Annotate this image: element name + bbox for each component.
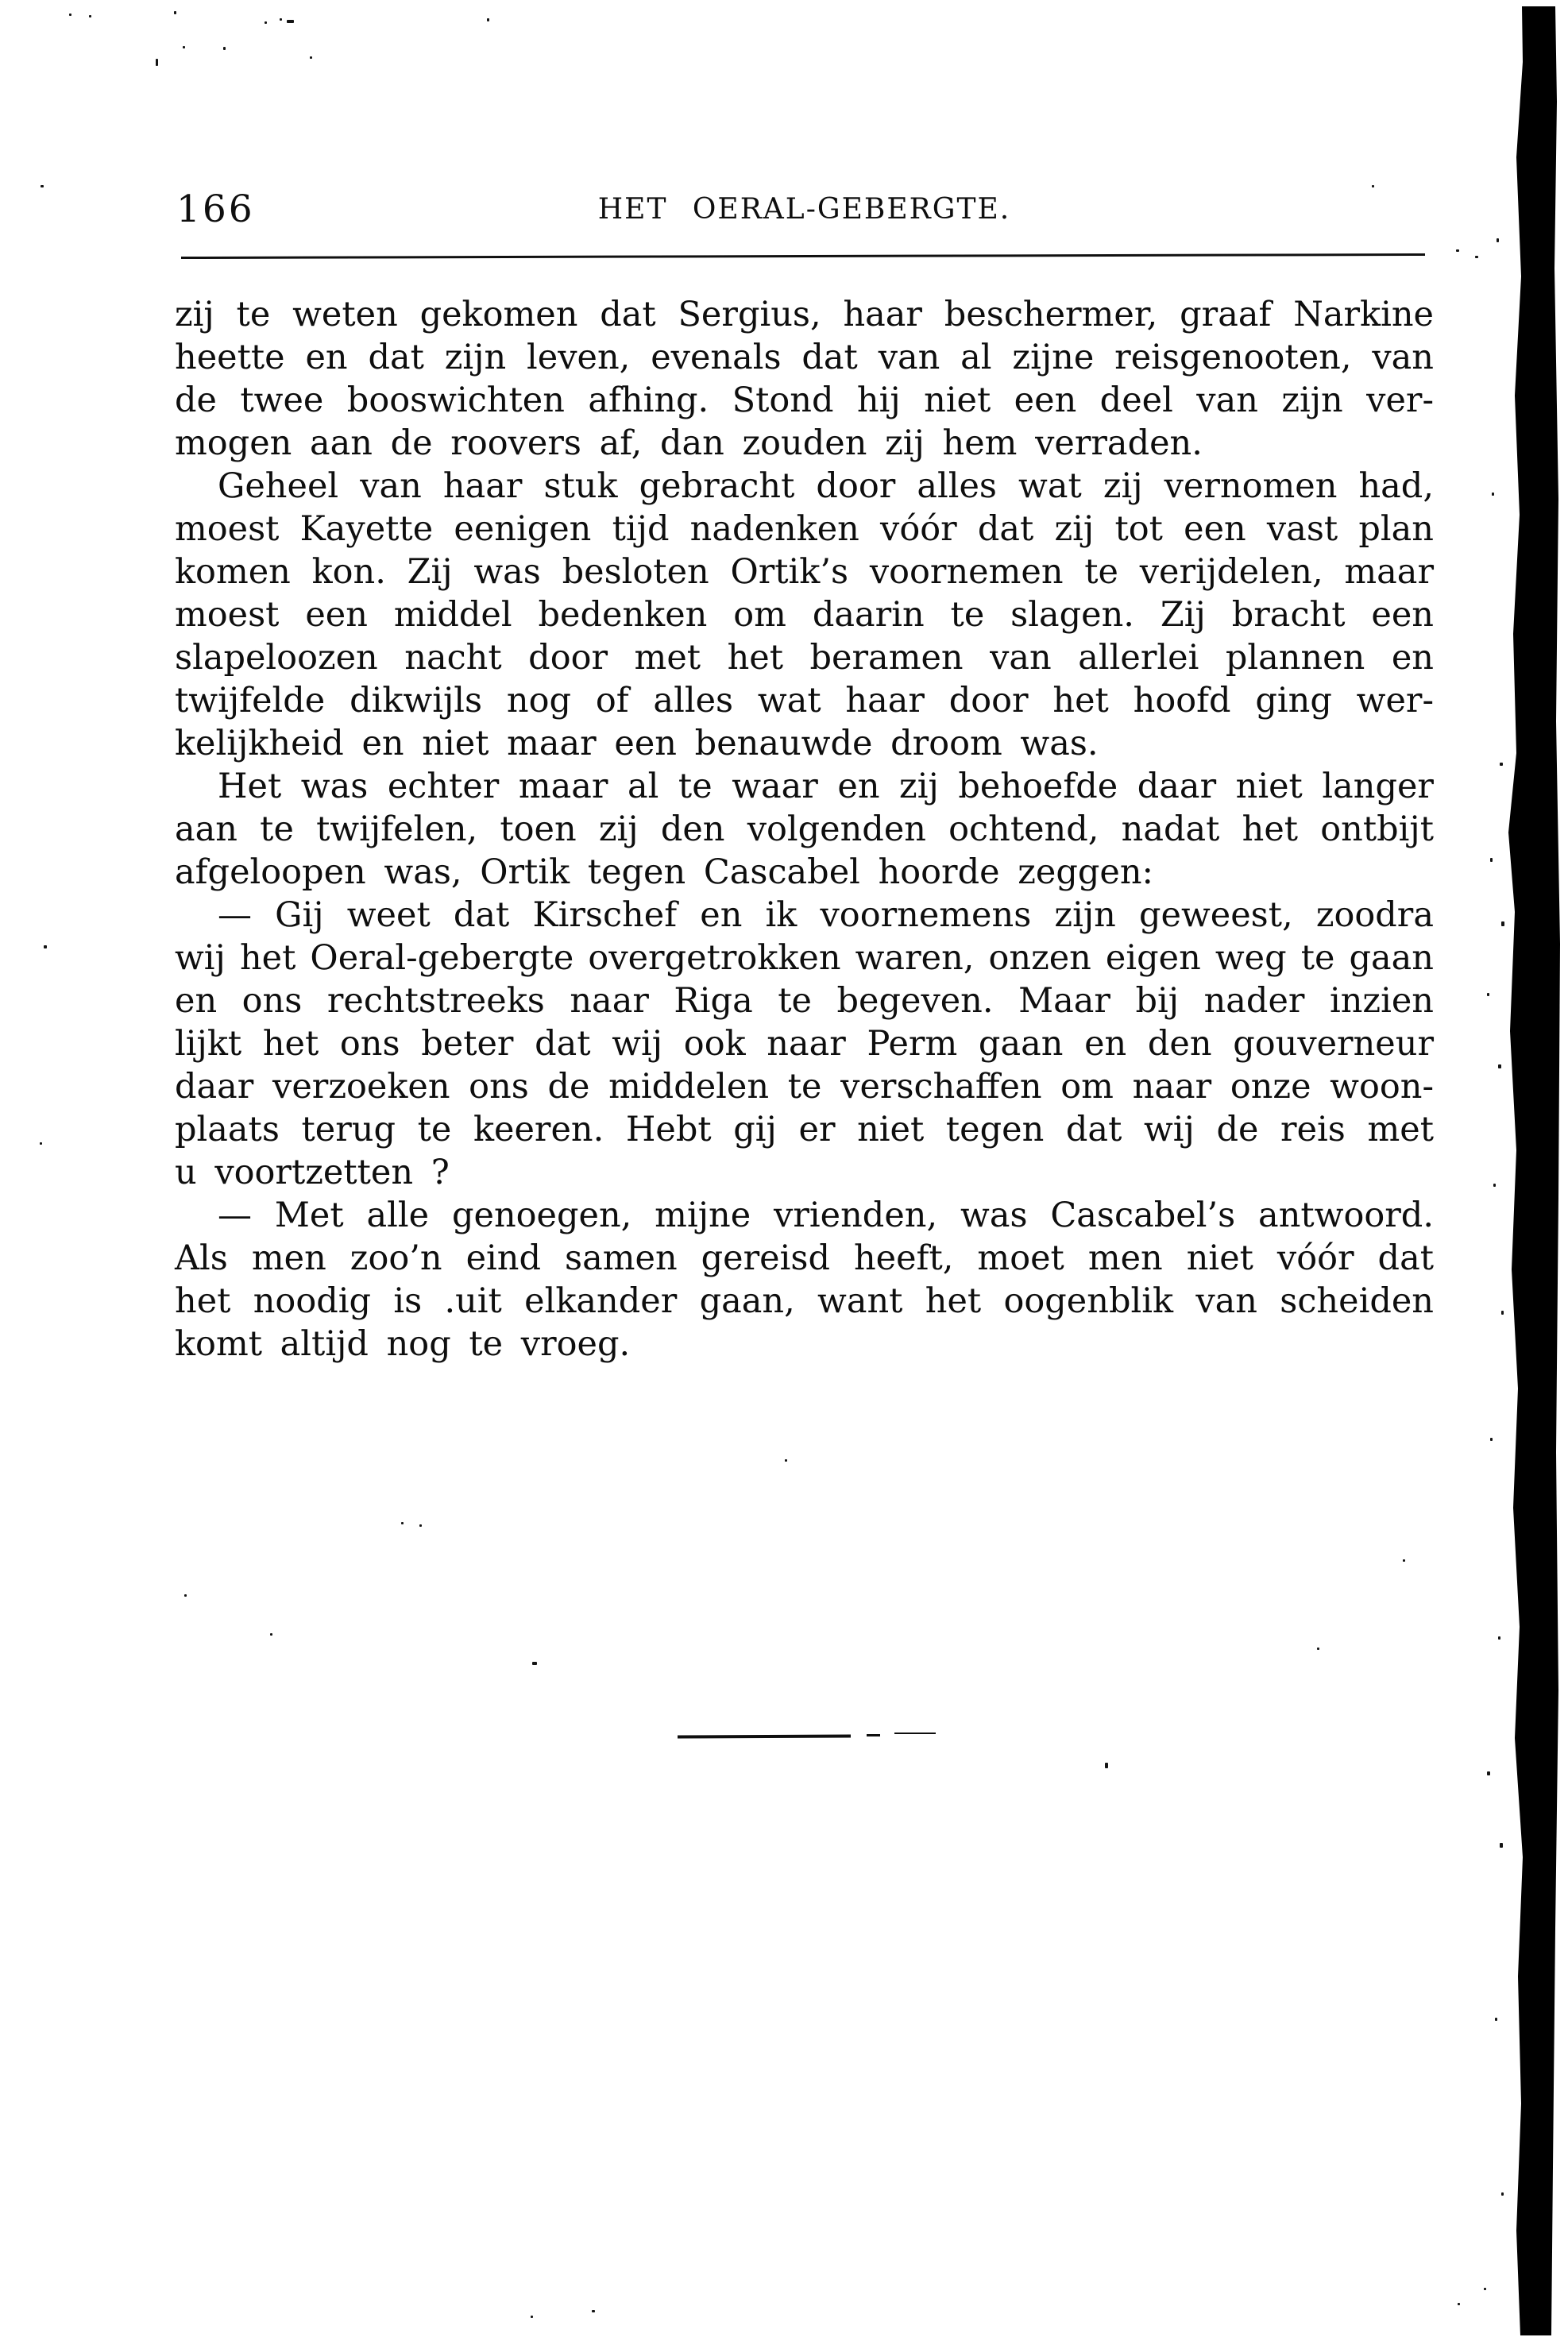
scan-noise-speck [487, 18, 489, 21]
text-line: — Gij weet dat Kirschef en ik voornemens zijn geweest, zoodra [218, 895, 1434, 935]
scan-noise-speck [1490, 1438, 1493, 1441]
scan-noise-speck [265, 21, 267, 24]
scan-noise-speck [1501, 1311, 1504, 1315]
scan-noise-speck [270, 1633, 272, 1636]
scan-noise-speck [1484, 2288, 1486, 2290]
page-number: 166 [176, 187, 255, 231]
divider-segment [678, 1735, 851, 1739]
scan-noise-speck [1475, 256, 1478, 258]
scan-noise-speck [1492, 493, 1494, 496]
text-line: Geheel van haar stuk gebracht door alles wat zij vernomen had, [218, 466, 1434, 506]
scan-noise-speck [184, 1594, 187, 1597]
scan-noise-speck [183, 46, 185, 48]
scan-noise-speck [1501, 921, 1504, 926]
text-line: mogen aan de roovers af, dan zouden zij hem verraden. [175, 423, 1203, 463]
text-line: twijfelde dikwijls nog of alles wat haar door het hoofd ging wer- [175, 681, 1434, 720]
text-line: aan te twijfelen, toen zij den volgenden ochtend, nadat het ontbijt [175, 809, 1434, 849]
paragraph [175, 894, 1434, 1194]
scan-noise-speck [280, 18, 282, 21]
text-line: heette en dat zijn leven, evenals dat van al zijne reisgenooten, van [175, 338, 1434, 377]
text-line: komen kon. Zij was besloten Ortik’s voornemen te verijdelen, maar [175, 552, 1434, 592]
scan-noise-speck [1498, 1636, 1500, 1640]
paragraph [175, 465, 1434, 765]
paragraph [175, 293, 1434, 465]
scan-noise-speck [174, 11, 176, 14]
scan-noise-speck [1403, 1559, 1405, 1562]
text-line: de twee booswichten afhing. Stond hij niet een deel van zijn ver- [175, 381, 1434, 420]
text-line: moest Kayette eenigen tijd nadenken vóór dat zij tot een vast plan [175, 509, 1434, 549]
text-line: en ons rechtstreeks naar Riga te begeven. Maar bij nader inzien [175, 981, 1434, 1021]
text-line: komt altijd nog te vroeg. [175, 1324, 631, 1364]
scan-noise-speck [1487, 1771, 1490, 1775]
scan-noise-speck [89, 15, 91, 17]
scan-noise-speck [785, 1459, 787, 1462]
text-line: plaats terug te keeren. Hebt gij er niet tegen dat wij de reis met [175, 1110, 1434, 1149]
divider-segment [894, 1733, 936, 1734]
scan-noise-speck [69, 14, 71, 16]
scan-noise-speck [44, 945, 47, 948]
text-line: lijkt het ons beter dat wij ook naar Perm gaan en den gouverneur [175, 1024, 1434, 1064]
scan-noise-speck [1495, 2018, 1497, 2021]
scan-noise-speck [1487, 993, 1489, 996]
paragraph [175, 765, 1434, 894]
running-title: HET OERAL-GEBERGTE. [597, 193, 1011, 226]
scan-noise-speck [1500, 1843, 1503, 1848]
text-line: afgeloopen was, Ortik tegen Cascabel hoorde zeggen: [175, 852, 1154, 892]
scan-noise-speck [1500, 763, 1503, 766]
text-line: moest een middel bedenken om daarin te slagen. Zij bracht een [175, 595, 1434, 635]
scan-noise-speck [1105, 1763, 1108, 1768]
scan-noise-speck [223, 47, 226, 50]
scan-noise-speck [1456, 249, 1459, 252]
scan-noise-speck [592, 2310, 595, 2312]
scan-noise-speck [1501, 2192, 1504, 2196]
scan-noise-speck [401, 1522, 404, 1524]
header-rule [181, 253, 1425, 259]
scan-noise-speck [1458, 2303, 1460, 2305]
text-line: het noodig is .uit elkander gaan, want het oogenblik van scheiden [175, 1281, 1434, 1321]
scan-noise-speck [1498, 1064, 1501, 1068]
scan-noise-speck [41, 185, 44, 187]
scan-noise-speck [40, 1142, 42, 1145]
body-text [175, 293, 1434, 1366]
scan-noise-speck [310, 56, 312, 59]
scan-noise-speck [531, 2316, 533, 2318]
scan-noise-speck [419, 1524, 422, 1527]
scan-noise-speck [532, 1662, 537, 1665]
scan-gutter-shadow [1506, 6, 1562, 2335]
scan-noise-speck [287, 20, 294, 23]
scan-noise-speck [1497, 238, 1499, 242]
text-line: u voortzetten ? [175, 1153, 450, 1192]
scan-noise-speck [1317, 1648, 1319, 1650]
text-line: kelijkheid en niet maar een benauwde droom was. [175, 724, 1099, 763]
text-line: — Met alle genoegen, mijne vrienden, was Cascabel’s antwoord. [218, 1196, 1434, 1235]
text-line: daar verzoeken ons de middelen te verschaffen om naar onze woon- [175, 1067, 1434, 1107]
divider-segment [867, 1734, 880, 1736]
scan-noise-speck [1493, 1184, 1496, 1187]
text-line: Als men zoo’n eind samen gereisd heeft, moet men niet vóór dat [175, 1238, 1434, 1278]
text-line: slapeloozen nacht door met het beramen van allerlei plannen en [175, 638, 1434, 678]
scan-noise-speck [1372, 185, 1374, 187]
scan-noise-speck [1490, 858, 1493, 862]
text-line: Het was echter maar al te waar en zij behoefde daar niet langer [218, 767, 1434, 806]
text-line: wij het Oeral-gebergte overgetrokken waren, onzen eigen weg te gaan [175, 938, 1434, 978]
scan-noise-speck [156, 59, 158, 66]
text-line: zij te weten gekomen dat Sergius, haar beschermer, graaf Narkine [175, 295, 1434, 334]
paragraph [175, 1194, 1434, 1366]
